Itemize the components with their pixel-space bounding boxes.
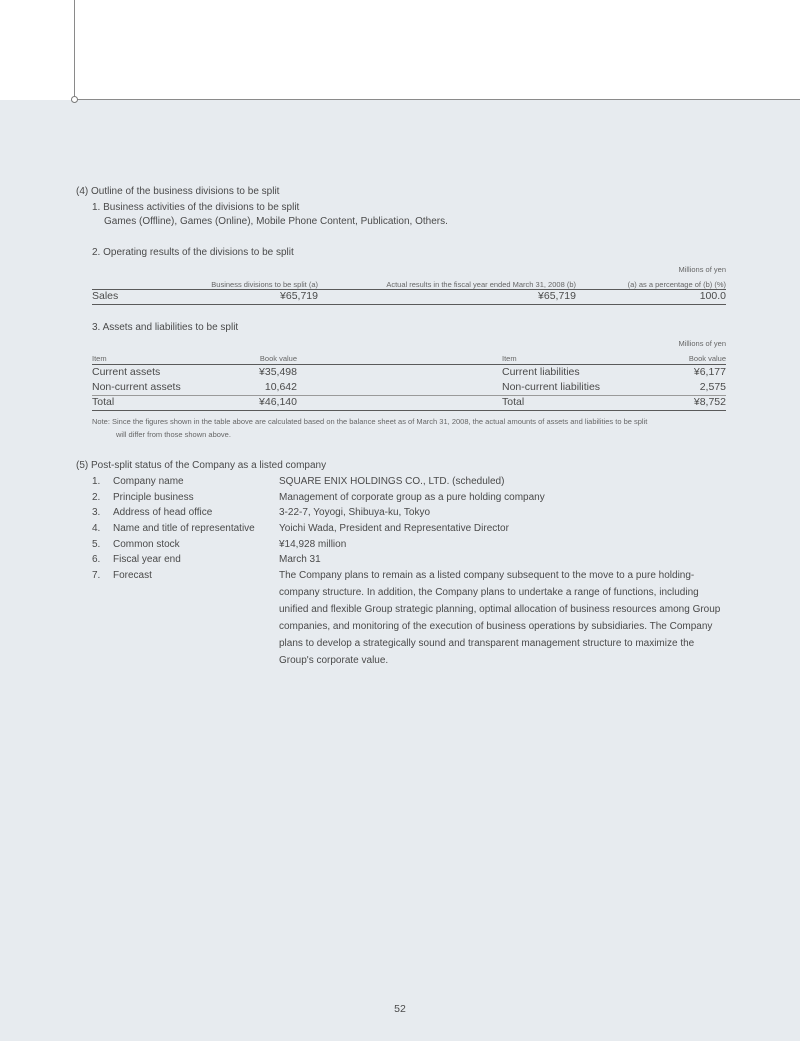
item-7-label: Forecast	[113, 570, 152, 581]
item-3-label: Address of head office	[113, 507, 213, 518]
item-3-value: 3-22-7, Yoyogi, Shibuya-ku, Tokyo	[279, 507, 431, 518]
item-1-label: Company name	[113, 476, 184, 487]
table3-header-book-1: Book value	[259, 354, 297, 363]
item-6-value: March 31	[279, 554, 321, 565]
item-2-num: 2.	[92, 492, 101, 503]
item-1-value: SQUARE ENIX HOLDINGS CO., LTD. (scheduled)	[279, 476, 505, 487]
sub-1-text: Games (Offline), Games (Online), Mobile Phone Content, Publication, Others.	[104, 216, 448, 227]
table3-total-item-1: Total	[92, 396, 115, 408]
sub-1-title: 1. Business activities of the divisions to be split	[92, 202, 300, 213]
item-5-num: 5.	[92, 539, 101, 550]
table3-row-2-book-2: 2,575	[699, 381, 726, 393]
item-5-label: Common stock	[113, 539, 180, 550]
item-4-num: 4.	[92, 523, 101, 534]
item-1-num: 1.	[92, 476, 101, 487]
sub-2-unit: Millions of yen	[678, 265, 726, 274]
header-frame	[0, 0, 800, 100]
item-3-num: 3.	[92, 507, 101, 518]
item-6-num: 6.	[92, 554, 101, 565]
section-4-heading: (4) Outline of the business divisions to be split	[76, 186, 280, 197]
page-number: 52	[394, 1003, 406, 1015]
table2-row-pct: 100.0	[699, 290, 726, 302]
table-note-line-2: will differ from those shown above.	[116, 430, 231, 439]
section-5-heading: (5) Post-split status of the Company as a listed company	[76, 460, 327, 471]
table2-header-a: Business divisions to be split (a)	[211, 280, 318, 289]
frame-corner-dot	[71, 96, 78, 103]
item-7-num: 7.	[92, 570, 101, 581]
sub-3-unit: Millions of yen	[678, 339, 726, 348]
item-4-value: Yoichi Wada, President and Representative Director	[279, 523, 509, 534]
table2-header-b: Actual results in the fiscal year ended March 31, 2008 (b)	[386, 280, 576, 289]
table3-row-1-book-2: ¥6,177	[693, 366, 726, 378]
frame-vertical-line	[74, 0, 75, 100]
table2-row-a: ¥65,719	[280, 290, 318, 302]
item-5-value: ¥14,928 million	[279, 539, 347, 550]
item-7-value: The Company plans to remain as a listed company subsequent to the move to a pure holding-company structure. In addition, the Company plans to undertake a range of functions, including unified and flexible Group strategic planning, optimal allocation of business resources among Group companies, and monitoring of the execution of business operations by subsidiaries. The Company plans to develop a strategically sound and transparent management structure to maximize the Group's corporate value.	[279, 570, 721, 666]
table3-header-item-1: Item	[92, 354, 107, 363]
table3-row-1-book-1: ¥35,498	[259, 366, 297, 378]
sub-3-title: 3. Assets and liabilities to be split	[92, 322, 239, 333]
table3-row-1-item-1: Current assets	[92, 366, 161, 378]
table3-header-book-2: Book value	[688, 354, 726, 363]
table3-total-book-1: ¥46,140	[259, 396, 297, 408]
table3-bottom-rule	[92, 410, 726, 411]
table3-top-rule	[92, 364, 726, 365]
table3-row-2-item-2: Non-current liabilities	[502, 381, 601, 393]
item-6-label: Fiscal year end	[113, 554, 181, 565]
item-2-label: Principle business	[113, 492, 194, 503]
table2-header-pct: (a) as a percentage of (b) (%)	[627, 280, 726, 289]
table-note-line-1: Note: Since the figures shown in the table above are calculated based on the balance sheet as of March 31, 2008, the actual amounts of assets and liabilities to be split	[92, 417, 648, 426]
table2-row-b: ¥65,719	[538, 290, 576, 302]
table3-total-item-2: Total	[502, 396, 525, 408]
sub-2-title: 2. Operating results of the divisions to be split	[92, 247, 294, 258]
table2-row-label: Sales	[92, 290, 119, 302]
table3-row-1-item-2: Current liabilities	[502, 366, 580, 378]
table3-total-book-2: ¥8,752	[693, 396, 726, 408]
table3-row-2-book-1: 10,642	[264, 381, 297, 393]
frame-horizontal-line	[74, 99, 800, 100]
item-4-label: Name and title of representative	[113, 523, 255, 534]
table2-bottom-rule	[92, 304, 726, 305]
table3-header-item-2: Item	[502, 354, 517, 363]
item-2-value: Management of corporate group as a pure holding company	[279, 492, 545, 503]
table3-row-2-item-1: Non-current assets	[92, 381, 181, 393]
